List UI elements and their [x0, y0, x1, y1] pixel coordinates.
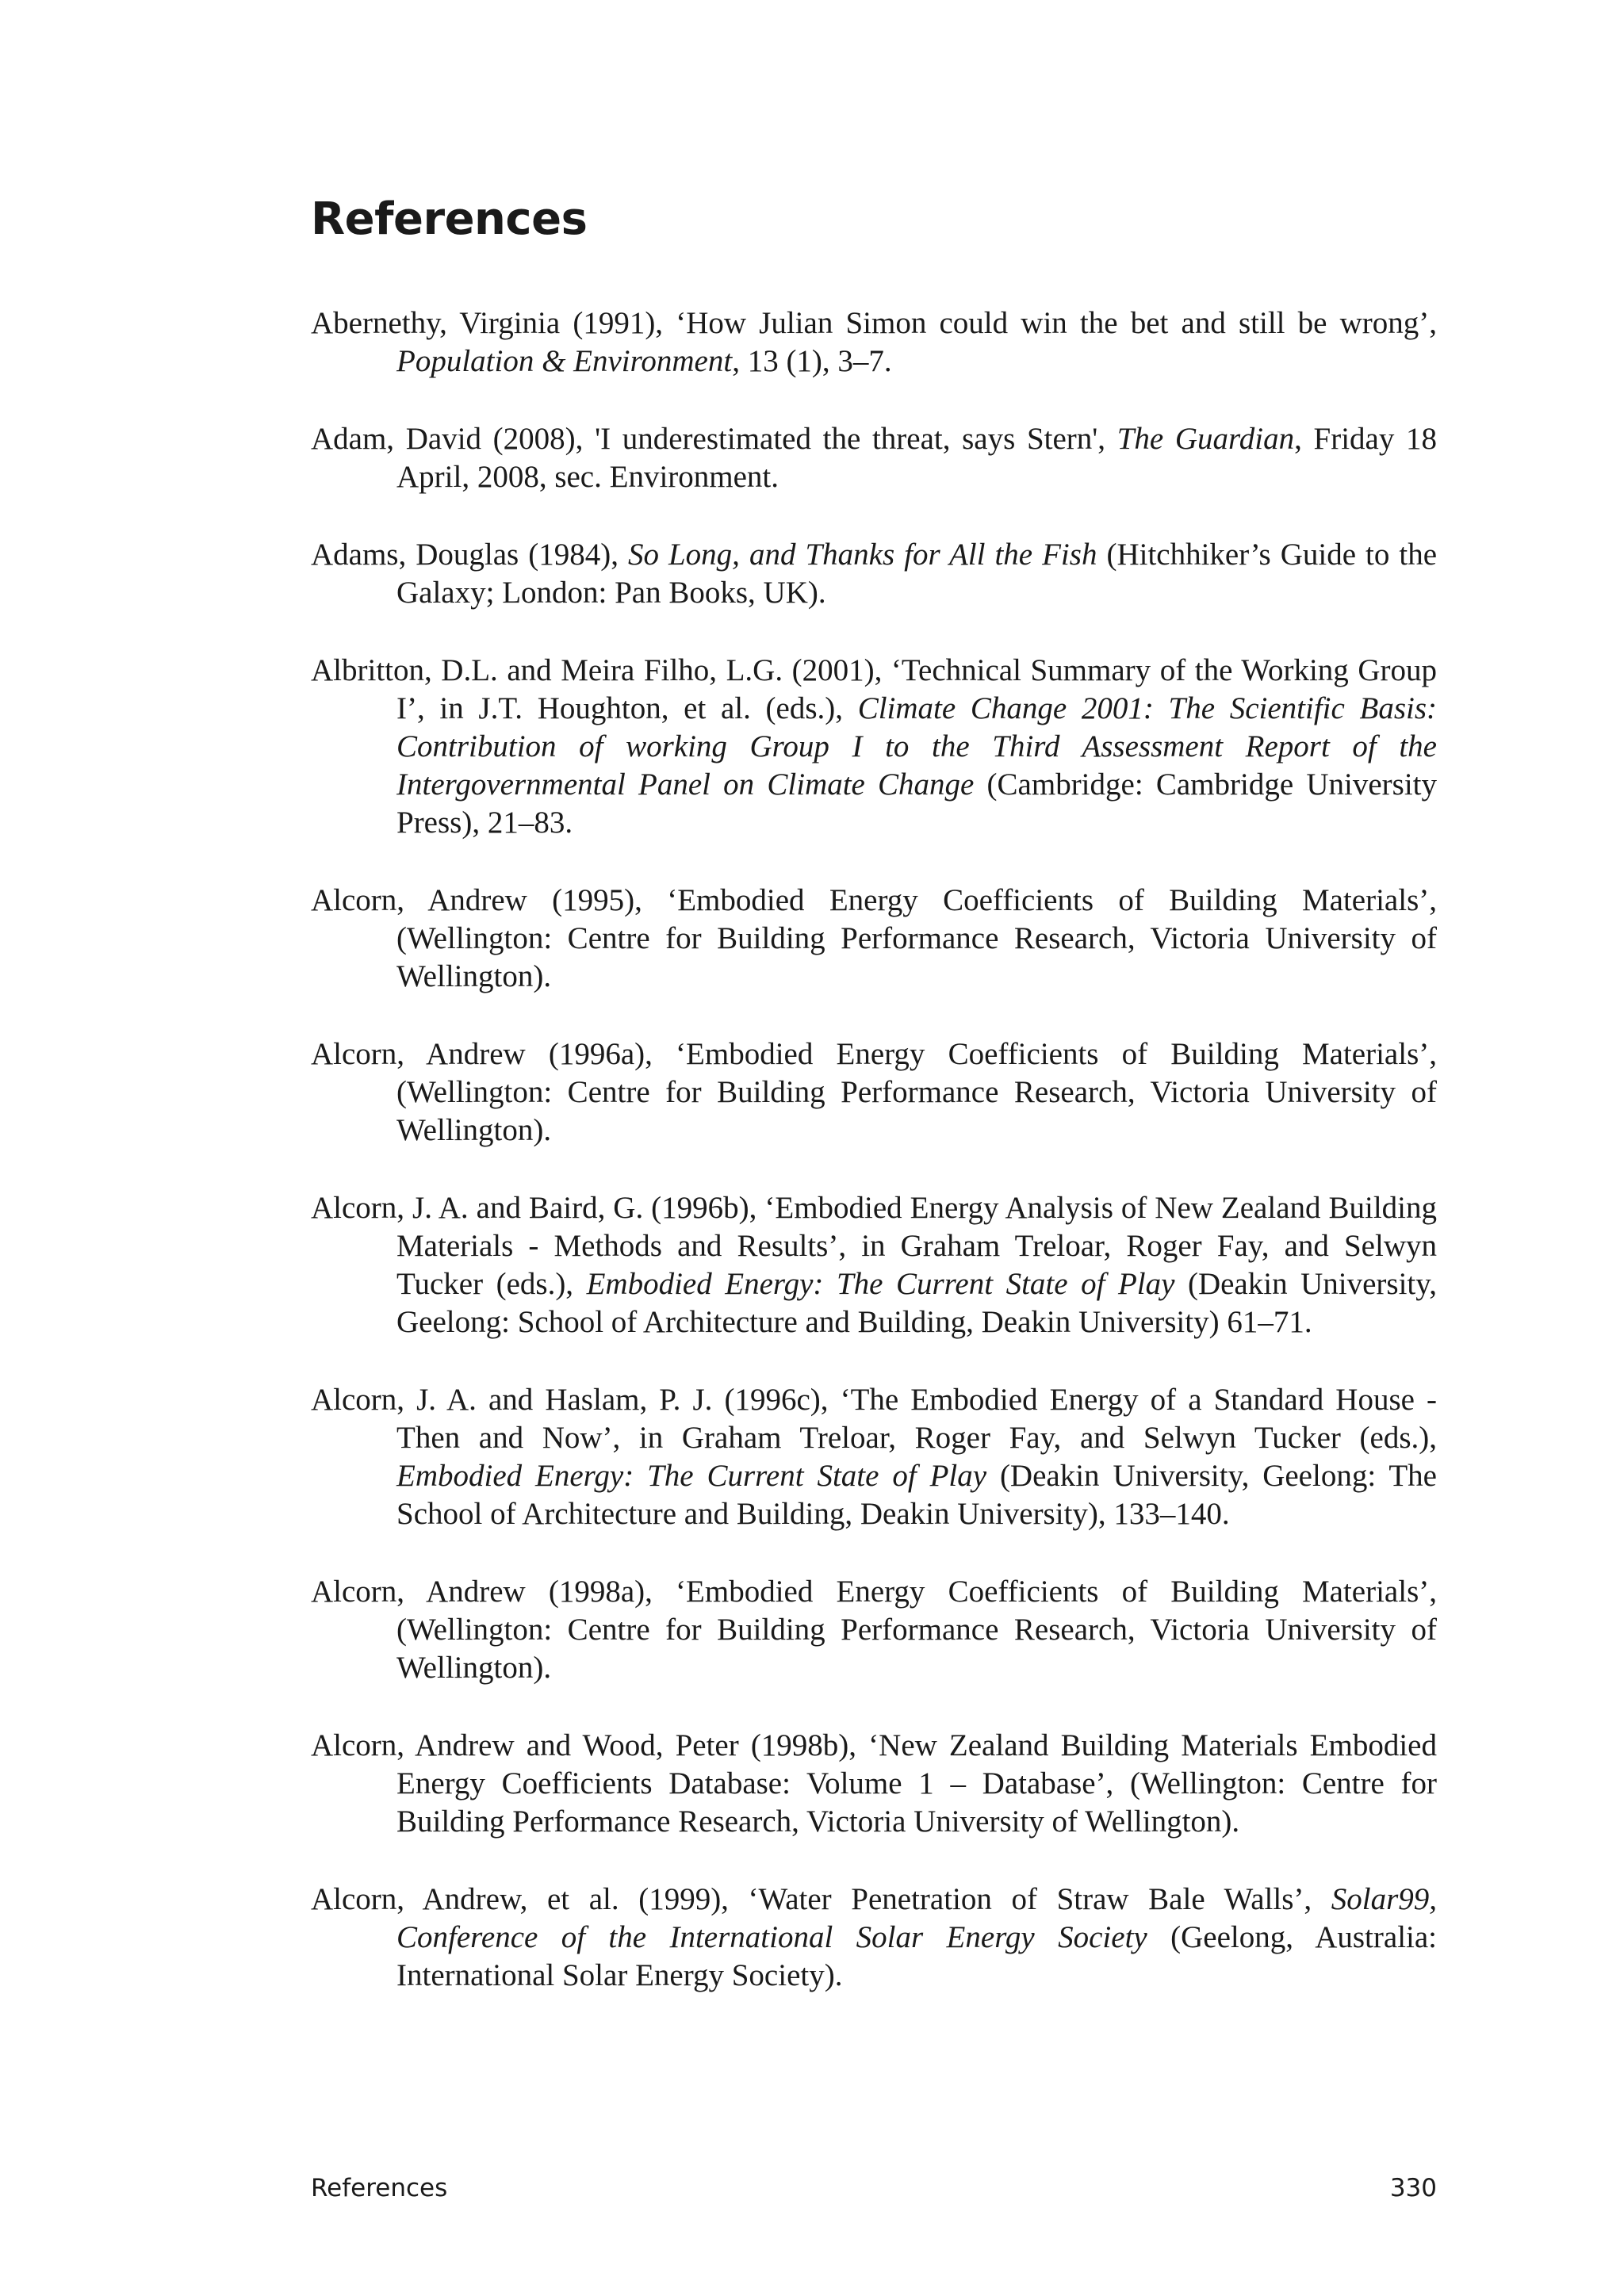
reference-entry — [311, 1189, 1437, 1341]
reference-text: (Hitchhiker’s Guide to the Galaxy; London: Pan Books, UK). — [396, 538, 1438, 610]
reference-title-italic: Embodied Energy: The Current State of Play — [396, 1459, 987, 1493]
reference-title-italic: So Long, and Thanks for All the Fish — [627, 538, 1097, 572]
reference-text: Alcorn, Andrew (1996a), ‘Embodied Energy Coefficients of Building Materials’, (Wellington: Centre for Building Performance Research, Victoria University of Wellington). — [311, 1037, 1437, 1147]
reference-entry — [311, 882, 1437, 996]
reference-text: Alcorn, Andrew and Wood, Peter (1998b), ‘New Zealand Building Materials Embodied Energy Coefficients Database: Volume 1 – Database’, (Wellington: Centre for Building Performance Research, Victoria University of Wellington). — [311, 1728, 1437, 1839]
reference-text: Adams, Douglas (1984), — [311, 538, 628, 572]
reference-text: Alcorn, Andrew (1995), ‘Embodied Energy Coefficients of Building Materials’, (Wellington: Centre for Building Performance Research, Victoria University of Wellington). — [311, 883, 1437, 993]
reference-title-italic: Embodied Energy: The Current State of Play — [586, 1267, 1175, 1301]
reference-entry — [311, 1035, 1437, 1150]
reference-text: (Deakin University, Geelong: The School of Architecture and Building, Deakin University), 133–140. — [396, 1459, 1437, 1531]
reference-entry — [311, 1727, 1437, 1841]
reference-text: Alcorn, J. A. and Haslam, P. J. (1996c), ‘The Embodied Energy of a Standard House - Then and Now’, in Graham Treloar, Roger Fay, and Selwyn Tucker (eds.), — [311, 1383, 1437, 1455]
reference-entry — [311, 420, 1437, 496]
reference-title-italic: Climate Change 2001: The Scientific Basis: Contribution of working Group I to the Third Assessment Report of the Intergovernmental Panel on Climate Change — [396, 691, 1437, 802]
reference-text: Alcorn, Andrew (1998a), ‘Embodied Energy Coefficients of Building Materials’, (Wellington: Centre for Building Performance Research, Victoria University of Wellington). — [311, 1575, 1437, 1685]
reference-text: Albritton, D.L. and Meira Filho, L.G. (2001), ‘Technical Summary of the Working Group I’, in J.T. Houghton, et al. (eds.), — [311, 653, 1437, 725]
reference-text: (Cambridge: Cambridge University Press), 21–83. — [396, 767, 1437, 840]
reference-entry — [311, 1881, 1437, 1995]
page-number: 330 — [1389, 2174, 1437, 2202]
reference-text: , Friday 18 April, 2008, sec. Environment. — [396, 422, 1437, 494]
reference-text: , 13 (1), 3–7. — [732, 344, 892, 378]
reference-entry — [311, 1573, 1437, 1687]
reference-entry — [311, 652, 1437, 842]
page-title: References — [311, 193, 588, 245]
footer-section-label: References — [311, 2174, 448, 2202]
reference-title-italic: Solar99, Conference of the International Solar Energy Society — [396, 1882, 1437, 1954]
reference-title-italic: The Guardian — [1116, 422, 1295, 456]
reference-title-italic: Population & Environment — [396, 344, 733, 378]
reference-text: (Deakin University, Geelong: School of Architecture and Building, Deakin University) 61–71. — [396, 1267, 1437, 1339]
reference-text: Alcorn, J. A. and Baird, G. (1996b), ‘Embodied Energy Analysis of New Zealand Building Materials - Methods and Results’, in Graham Treloar, Roger Fay, and Selwyn Tucker (eds.), — [311, 1191, 1437, 1301]
reference-text: Abernethy, Virginia (1991), ‘How Julian Simon could win the bet and still be wrong’, — [311, 306, 1437, 340]
reference-entry — [311, 536, 1437, 612]
reference-text: (Geelong, Australia: International Solar Energy Society). — [396, 1920, 1438, 1992]
reference-list — [311, 304, 1437, 2034]
reference-text: Alcorn, Andrew, et al. (1999), ‘Water Penetration of Straw Bale Walls’, — [311, 1882, 1331, 1916]
reference-entry — [311, 1381, 1437, 1533]
reference-entry — [311, 304, 1437, 381]
reference-text: Adam, David (2008), 'I underestimated the threat, says Stern', — [311, 422, 1117, 456]
